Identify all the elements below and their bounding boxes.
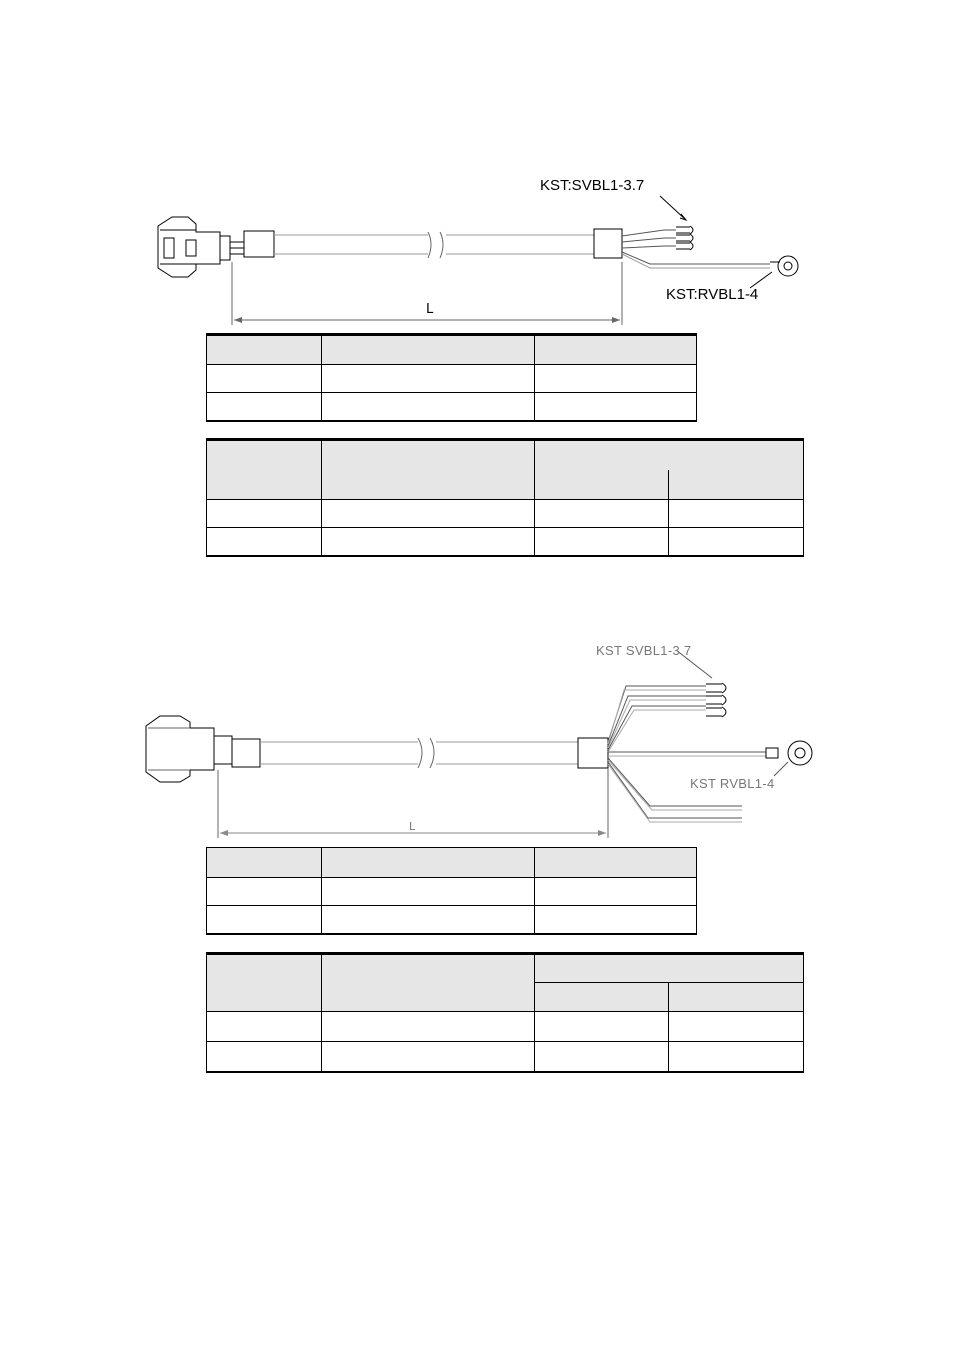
spade-terminal-label-1: KST:SVBL1-3.7 [540, 177, 645, 194]
table-4 [206, 952, 804, 1073]
table-3 [206, 847, 697, 935]
table-row [207, 1012, 804, 1042]
length-label-2: L [409, 820, 416, 833]
spade-terminal-label-2: KST SVBL1-3.7 [596, 643, 692, 658]
ring-terminal-label-1: KST:RVBL1-4 [666, 286, 759, 303]
table-row [207, 848, 697, 878]
length-label-1: L [426, 302, 434, 317]
ring-terminal-label-2: KST RVBL1-4 [690, 776, 775, 791]
table-row [207, 954, 804, 983]
table-row [207, 906, 697, 934]
table-row [207, 878, 697, 906]
table-row [207, 1042, 804, 1072]
